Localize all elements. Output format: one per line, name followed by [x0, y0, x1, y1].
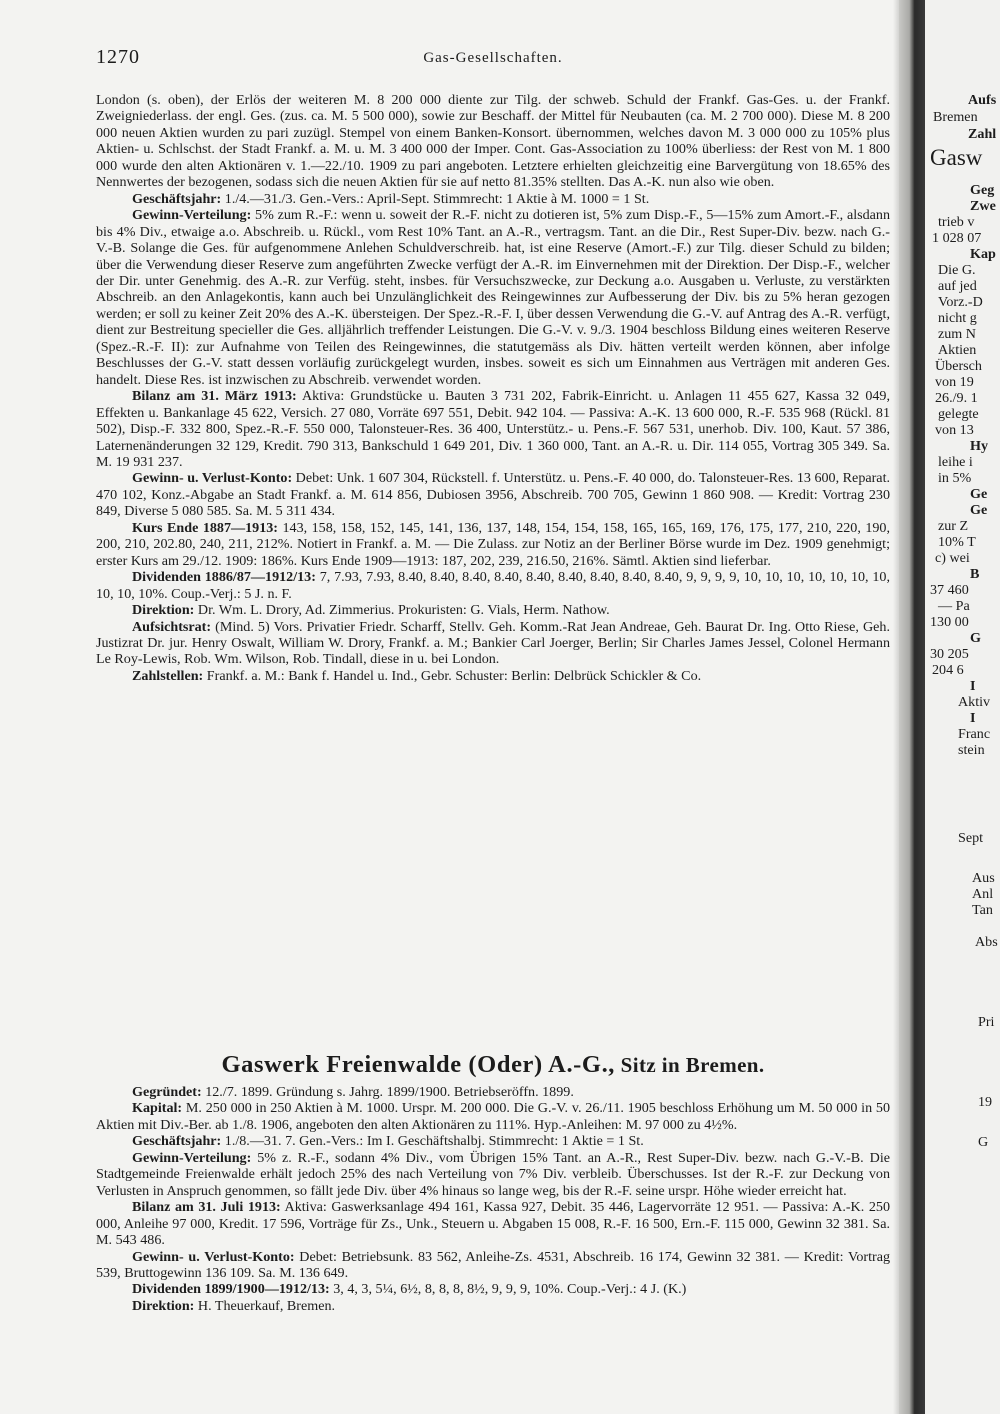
paragraph-text: H. Theuerkauf, Bremen.: [194, 1297, 336, 1314]
paragraph: [96, 1281, 890, 1297]
paragraph-text: Debet: Unk. 1 607 304, Rückstell. f. Unterstütz. u. Pens.-F. 40 000, do. Talonsteuer-Res. 13 600, Reparat. 470 102, Konz.-Abgabe an Stadt Frankf. a. M. 614 856, Dubiosen 3956, Abschreib. 700 705, Gewinn 1 860 908. — Kredit: Vortrag 230 849, Diverse 5 080 585. Sa. M. 5 311 434.: [96, 470, 891, 520]
freienwalde-body: [96, 1084, 890, 1314]
book-gutter: [899, 0, 925, 1414]
paragraph-text: 1./4.—31./3. Gen.-Vers.: April-Sept. Stimmrecht: 1 Aktie à M. 1000 = 1 St.: [221, 190, 650, 207]
paragraph-text: Debet: Betriebsunk. 83 562, Anleihe-Zs. 4531, Abschreib. 16 174, Gewinn 32 381. — Kredit: Vortrag 539, Bruttogewinn 136 109. Sa. M. 136 649.: [96, 1248, 890, 1281]
adjacent-page-fragment: auf jed: [938, 278, 977, 294]
paragraph-label: Geschäftsjahr:: [132, 190, 222, 207]
adjacent-page-fragment: Aktiv: [958, 694, 991, 710]
paragraph-text: 3, 4, 3, 5¼, 6½, 8, 8, 8, 8½, 9, 9, 9, 10%. Coup.-Verj.: 4 J. (K.): [329, 1281, 687, 1298]
adjacent-page-fragment: 26./9. 1: [935, 390, 978, 406]
adjacent-page-fragment: Hy: [970, 438, 989, 454]
paragraph: [96, 569, 890, 602]
adjacent-page-fragment: in 5%: [938, 470, 972, 486]
paragraph: [96, 470, 890, 519]
paragraph: [96, 1298, 890, 1314]
paragraph-label: Aufsichtsrat:: [132, 618, 212, 635]
adjacent-page-fragment: — Pa: [938, 598, 970, 614]
adjacent-page-fragment: stein: [958, 742, 985, 758]
paragraph-text: Aktiva: Grundstücke u. Bauten 3 731 202, Fabrik-Einricht. u. Anlagen 11 455 627, Kassa 32 049, Effekten u. Bankanlage 45 622, Versich. 27 080, Vorräte 697 551, Debit. 942 104. — Passiva: A.-K. 13 600 000, R.-F. 535 968 (Rückl. 81 502), Disp.-F. 332 800, Spez.-R.-F. 550 000, Talonsteuer-Res. 36 400, Unterstütz.- u. Pens.-F. 567 531, unerhob. Div. 100, Kaut. 57 386, Laternenänderungen 32 129, Kredit. 790 313, Bankschuld 1 649 201, Div. 1 360 000, Tant. an A.-R. u. Dir. 114 055, Vortrag 305 349. Sa. M. 19 931 237.: [96, 388, 890, 470]
paragraph-label: Bilanz am 31. Juli 1913:: [132, 1199, 281, 1216]
paragraph: [96, 1199, 890, 1248]
adjacent-page-fragment: Aktien: [938, 342, 977, 358]
adjacent-page-fragment: Pri: [978, 1014, 995, 1030]
page-header: [96, 46, 890, 76]
adjacent-page-fragment: Vorz.-D: [938, 294, 983, 310]
adjacent-page-fragment: 30 205: [930, 646, 969, 662]
adjacent-page-fragment: Zahl: [968, 126, 997, 142]
adjacent-page-fragment: Gasw: [930, 145, 983, 170]
adjacent-page-fragment: Die G.: [938, 262, 976, 278]
adjacent-page-fragment: gelegte: [938, 406, 979, 422]
adjacent-page-fragment: Franc: [958, 726, 991, 742]
adjacent-page-fragment: nicht g: [938, 310, 977, 326]
adjacent-page-fragment: G: [970, 630, 981, 646]
adjacent-page-fragment: 19: [978, 1094, 993, 1110]
adjacent-page-fragment: Tan: [972, 902, 993, 918]
adjacent-page-fragment: Aus: [972, 870, 995, 886]
adjacent-page-fragment: Ge: [970, 502, 988, 518]
paragraph: [96, 191, 890, 207]
paragraph: [96, 1084, 890, 1100]
paragraph-text: Frankf. a. M.: Bank f. Handel u. Ind., Gebr. Schuster: Berlin: Delbrück Schickler & Co.: [203, 667, 702, 684]
paragraph: [96, 602, 890, 618]
paragraph-label: Direktion:: [132, 1297, 195, 1314]
adjacent-page-fragment: zur Z: [938, 518, 969, 534]
paragraph-label: Gewinn-Verteilung:: [132, 1149, 252, 1166]
adjacent-page-fragment: 37 460: [930, 582, 969, 598]
adjacent-page-fragment: Bremen: [933, 109, 978, 125]
paragraph-text: Dr. Wm. L. Drory, Ad. Zimmerius. Prokuristen: G. Vials, Herm. Nathow.: [194, 602, 610, 619]
adjacent-page-fragment: Anl: [972, 886, 994, 902]
paragraph: [96, 619, 890, 668]
section-title-name: Gaswerk Freienwalde (Oder) A.-G.,: [221, 1051, 616, 1078]
adjacent-page-fragment: leihe i: [938, 454, 973, 470]
section-title-seat: Sitz in Bremen.: [615, 1053, 765, 1077]
adjacent-page-fragment: 1 028 07: [932, 230, 982, 246]
paragraph: [96, 1150, 890, 1199]
adjacent-page-fragment: B: [970, 566, 980, 582]
paragraph: [96, 1133, 890, 1149]
paragraph-text: M. 250 000 in 250 Aktien à M. 1000. Urspr. M. 200 000. Die G.-V. v. 26./11. 1905 beschloss Erhöhung um M. 50 000 in 50 Aktien mit Div.-Ber. ab 1./8. 1906, angeboten den alten Aktionären zu 111%. Hyp.-Anleihen: M. 97 000 zu 4½%.: [96, 1100, 890, 1133]
adjacent-page-fragment: Aufs: [968, 92, 997, 108]
adjacent-page-fragment: Abs: [975, 934, 998, 950]
adjacent-page-fragment: 10% T: [938, 534, 976, 550]
adjacent-page-fragment: Sept: [958, 830, 984, 846]
paragraph-label: Dividenden 1886/87—1912/13:: [132, 569, 316, 586]
adjacent-page-fragment: Ge: [970, 486, 988, 502]
paragraph: [96, 388, 890, 470]
paragraph-label: Bilanz am 31. März 1913:: [132, 388, 297, 405]
paragraph: [96, 207, 890, 388]
adjacent-page-fragment: zum N: [938, 326, 976, 342]
adjacent-page-fragment: Zwe: [970, 198, 996, 214]
paragraph: [96, 668, 890, 684]
paragraph: [96, 520, 890, 569]
paragraph-label: Kapital:: [132, 1100, 183, 1117]
adjacent-page-fragment: von 13: [935, 422, 974, 438]
paragraph-label: Kurs Ende 1887—1913:: [132, 519, 278, 536]
paragraph-label: Gegründet:: [132, 1084, 202, 1100]
paragraph-text: 5% z. R.-F., sodann 4% Div., vom Übrigen 15% Tant. an A.-R., Rest Super-Div. bezw. nach G.-V.-B. Die Stadtgemeinde Freienwalde erhält jedoch 25% des nach Verteilung von 7% Div. verbleib. Überschusses. Ist der R.-F. zur Deckung von Verlusten in Anspruch genommen, so fällt jede Div. über 4% hinaus so lange weg, bis der R.-F. seine urspr. Höhe wieder erreicht hat.: [96, 1149, 890, 1199]
paragraph: [96, 1249, 890, 1282]
paragraph-text: 1./8.—31. 7. Gen.-Vers.: Im I. Geschäftshalbj. Stimmrecht: 1 Aktie = 1 St.: [221, 1133, 644, 1150]
paragraph-label: Geschäftsjahr:: [132, 1133, 222, 1150]
paragraph-text: 143, 158, 158, 152, 145, 141, 136, 137, 148, 154, 154, 158, 165, 165, 169, 176, 175, 177, 210, 220, 190, 200, 210, 202.80, 240, 211, 212%. Notiert in Frankf. a. M. — Die Zulass. zur Notiz an der Berliner Börse wurde im Dez. 1909 genehmigt; erster Kurs am 29./12. 1909: 186%. Kurs Ende 1909—1913: 187, 202, 239, 216.50, 216%. Sämtl. Aktien sind lieferbar.: [96, 519, 890, 569]
adjacent-page-fragment: Geg: [970, 182, 995, 198]
adjacent-page-fragment: I: [970, 678, 976, 694]
section-title: [96, 1048, 890, 1082]
paragraph-text: 7, 7.93, 7.93, 8.40, 8.40, 8.40, 8.40, 8.40, 8.40, 8.40, 8.40, 8.40, 9, 9, 9, 9, 10, 10, 10, 10, 10, 10, 10, 10, 10, 10%. Coup.-Verj.: 5 J. n. F.: [96, 569, 890, 602]
adjacent-page-strip: [925, 0, 1000, 1414]
paragraph-label: Zahlstellen:: [132, 667, 204, 684]
page-number: 1270: [96, 46, 140, 68]
paragraph-text: Aktiva: Gaswerksanlage 494 161, Kassa 927, Debit. 35 446, Lagervorräte 12 951. — Passiva: A.-K. 250 000, Anleihe 97 000, Kredit. 17 596, Vorträge für Zs., Unk., Steuern u. Abgaben 15 008, R.-F. 16 500, Ern.-F. 115 000, Gewinn 32 381. Sa. M. 543 486.: [96, 1199, 890, 1249]
adjacent-page-fragment: I: [970, 710, 976, 726]
paragraph-text: 5% zum R.-F.: wenn u. soweit der R.-F. nicht zu dotieren ist, 5% zum Disp.-F., 5—15% zum Amort.-F., alsdann bis 4% Div., etwaige a.o. Abschreib. u. Rückl., vom Rest 10% Tant. an A.-R., vertragsm. Tant. an die Dir., Rest Super-Div. bezw. nach G.-V.-B. Solange die Ges. für aufgenommene Anlehen Schuldverschreib. hat, ist eine Reserve (Amort.-F.) zur Tilg. dieser Schuld zu bilden; über die Verwendung dieser Reserve zum angeführten Zwecke verfügt der A.-R. im Einvernehmen mit der Direktion. Der Disp.-F., welcher der Dir. unter Genehmig. des A.-R. zur Verfüg. steht, insbes. für Versuchszwecke, zur Deckung a.o. Ausgaben u. Verluste, zu verstärkten Abschreib. an den Anlagekontis, kann auch bei Unzulänglichkeit des Reingewinnes zur Aufbesserung der Div. bis zu 5% heran gezogen werden; er soll zu keiner Zeit 20% des A.-K. übersteigen. Der Spez.-R.-F. I, über dessen Verwendung die G.-V. auf Antrag des A.-R. verfügt, dient zur Bestreitung specieller die Ges. alljährlich treffender Leistungen. Die G.-V. v. 9./3. 1904 beschloss Bildung eines weiteren Reserve (Spez.-R.-F. II): zur Aufnahme von Teilen des Reingewinnes, die statutgemäss als Div. hätten verteilt werden können, aber infolge Beschlusses der G.-V. statt dessen vorläufig zurückgelegt wurden, insbes. soweit es sich um Einnahmen aus Verträgen mit anderen Ges. handelt. Diese Res. ist inzwischen zu Abschreib. verwendet worden.: [96, 207, 890, 388]
paragraph-label: Direktion:: [132, 602, 195, 619]
paragraph: [96, 92, 890, 191]
adjacent-page-fragment: 204 6: [932, 662, 964, 678]
freienwalde-section: [96, 1048, 890, 1314]
paragraph-label: Dividenden 1899/1900—1912/13:: [132, 1281, 330, 1298]
adjacent-page-fragment: trieb v: [938, 214, 975, 230]
paragraph-text: London (s. oben), der Erlös der weiteren M. 8 200 000 diente zur Tilg. der schweb. Schuld der Frankf. Gas-Ges. u. der Frankf. Zweigniederlass. der engl. Ges. (zus. ca. M. 5 500 000), sowie zur Beschaff. der Mittel für Neubauten (ca. M. 2 700 000). Diese M. 8 200 000 neuen Aktien wurden zu pari zuzügl. Stempel von einem Banken-Konsort. übernommen, welches davon M. 3 000 000 zu 105% plus Aktien- u. Schlschst. der Stadt Frankf. a. M. u. M. 3 400 000 der Imper. Cont. Gas-Association zu 100% überliess: der Rest von M. 1 800 000 wurde den alten Aktionären v. 1.—22./10. 1909 zu pari angeboten. Letztere erhielten gleichzeitig eine Barvergütung von 18.65% des Nennwertes der bezogenen, sodass sich die neuen Aktien für sie auf netto 81.35% stellten. Das A.-K. nun also wie oben.: [96, 92, 890, 191]
adjacent-page-fragment: 130 00: [930, 614, 969, 630]
running-title: Gas-Gesellschaften.: [423, 50, 563, 66]
adjacent-page-fragment: Übersch: [935, 358, 982, 374]
paragraph-label: Gewinn- u. Verlust-Konto:: [132, 1248, 295, 1265]
adjacent-page-fragment: c) wei: [935, 550, 970, 566]
paragraph-text: (Mind. 5) Vors. Privatier Friedr. Scharff, Stellv. Geh. Komm.-Rat Jean Andreae, Geh. Baurat Dr. Ing. Otto Riese, Geh. Justizrat Dr. jur. Henry Oswalt, William W. Drory, Frankf. a. M.; Bankier Carl Joerger, Berlin; Sir Charles James Jessel, Colonel Hermann Le Roy-Lewis, Rob. Wm. Wilson, Rob. Tindall, diese in u. bei London.: [96, 618, 890, 668]
paragraph: [96, 1100, 890, 1133]
adjacent-page-fragment: von 19: [935, 374, 974, 390]
adjacent-page-fragment: G: [978, 1134, 989, 1150]
paragraph-text: 12./7. 1899. Gründung s. Jahrg. 1899/1900. Betriebseröffn. 1899.: [201, 1084, 574, 1100]
adjacent-page-fragment: Kap: [970, 246, 996, 262]
main-text-column: [96, 92, 890, 684]
paragraph-label: Gewinn-Verteilung:: [132, 207, 252, 224]
paragraph-label: Gewinn- u. Verlust-Konto:: [132, 470, 293, 487]
